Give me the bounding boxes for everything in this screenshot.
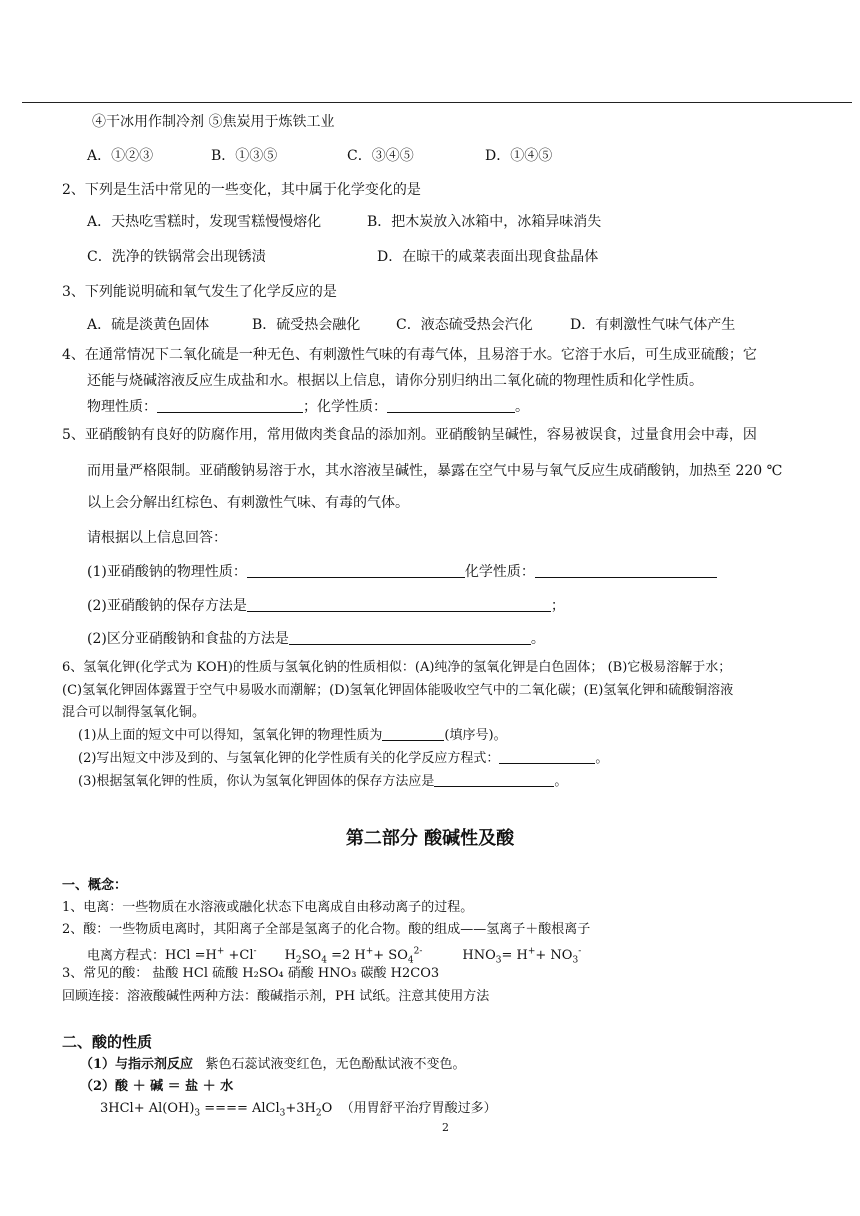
- q1-option-d: D．①④⑤: [485, 148, 553, 164]
- q6-sub-3: [78, 772, 567, 791]
- reaction-equation: $3HCl+ Al(OH)_3$ ==== $AlCl_3+3H_2O$: [100, 1101, 333, 1119]
- q5-distinguish-end: 。: [530, 631, 545, 647]
- property-acid-base: （2）酸 ＋ 碱 ＝ 盐 ＋ 水: [80, 1079, 234, 1094]
- q4-end-mark: 。: [515, 399, 529, 415]
- q5-storage-blank[interactable]: [247, 597, 551, 612]
- equation-hcl: HCl =H+ +Cl-: [165, 947, 257, 964]
- q6-equation-label: (2)写出短文中涉及到的、与氢氧化钾的化学性质有关的化学反应方程式：: [78, 751, 500, 766]
- q5-line-2: 而用量严格限制。亚硝酸钠易溶于水，其水溶液呈碱性，暴露在空气中易与氧气反应生成硝酸钠，加热至 220 ℃: [87, 463, 783, 479]
- q5-line-1: 5、亚硝酸钠有良好的防腐作用，常用做肉类食品的添加剂。亚硝酸钠呈碱性，容易被误食，过量食用会中毒，因: [62, 427, 757, 443]
- q6-physical-label: (1)从上面的短文中可以得知，氢氧化钾的物理性质为: [78, 728, 383, 743]
- q1-options: [87, 147, 552, 165]
- q2-option-a: A．天热吃雪糕时，发现雪糕慢慢熔化: [87, 214, 322, 230]
- q3-option-d: D．有刺激性气味气体产生: [570, 317, 736, 333]
- q5-physical-label: (1)亚硝酸钠的物理性质：: [87, 564, 247, 580]
- q6-sub-2: [78, 749, 608, 768]
- concepts-heading: 一、概念：: [62, 878, 128, 893]
- q5-chemical-blank[interactable]: [535, 563, 717, 578]
- q6-sub-1: [78, 726, 507, 745]
- q5-distinguish-label: (2)区分亚硝酸钠和食盐的方法是: [87, 631, 289, 647]
- q2-stem: 2、下列是生活中常见的一些变化，其中属于化学变化的是: [62, 182, 421, 198]
- q4-answer-line: [87, 398, 529, 416]
- q4-line-1: 4、在通常情况下二氧化硫是一种无色、有刺激性气味的有毒气体，且易溶于水。它溶于水后，可生成亚硫酸；它: [62, 347, 757, 363]
- q6-line-3: 混合可以制得氢氧化铜。: [62, 705, 206, 720]
- concept-acid: 2、酸：一些物质电离时，其阳离子全部是氢离子的化合物。酸的组成——氢离子＋酸根离子: [62, 922, 591, 937]
- q2-option-d: D．在晾干的咸菜表面出现食盐晶体: [377, 249, 599, 265]
- q1-option-b: B．①③⑤: [211, 148, 278, 164]
- property-indicator: [80, 1056, 465, 1074]
- q5-sub-1: [87, 563, 717, 581]
- q4-line-2: 还能与烧碱溶液反应生成盐和水。根据以上信息，请你分别归纳出二氧化硫的物理性质和化学性质。: [87, 373, 703, 389]
- review-link: 回顾连接：溶液酸碱性两种方法：酸碱指示剂，PH 试纸。注意其使用方法: [62, 989, 490, 1004]
- q2-option-c: C．洗净的铁锅常会出现锈渍: [87, 249, 266, 265]
- equation-hno3: $HNO_3= H^++ NO_3^-$: [462, 947, 582, 966]
- acid-properties-heading: 二、酸的性质: [62, 1033, 153, 1051]
- q6-storage-blank[interactable]: [434, 772, 554, 787]
- section-title: 第二部分 酸碱性及酸: [345, 828, 515, 849]
- q6-physical-end: (填序号)。: [444, 728, 507, 743]
- q6-storage-label: (3)根据氢氧化钾的性质，你认为氢氧化钾固体的保存方法应是: [78, 774, 435, 789]
- q1-items-line: ④干冰用作制冷剂 ⑤焦炭用于炼铁工业: [92, 114, 335, 130]
- q5-sub-2: [87, 597, 565, 615]
- q1-option-c: C．③④⑤: [347, 148, 414, 164]
- reaction-note: （用胃舒平治疗胃酸过多）: [340, 1101, 497, 1116]
- q4-chemical-blank[interactable]: [387, 398, 515, 413]
- q3-option-a: A．硫是淡黄色固体: [87, 317, 210, 333]
- q4-physical-blank[interactable]: [157, 398, 303, 413]
- q5-line-3: 以上会分解出红棕色、有刺激性气味、有毒的气体。: [87, 495, 409, 511]
- q5-physical-blank[interactable]: [247, 563, 465, 578]
- q6-line-2: (C)氢氧化钾固体露置于空气中易吸水而潮解；(D)氢氧化钾固体能吸收空气中的二氧化碳；(E)氢氧化钾和硫酸铜溶液: [62, 683, 734, 698]
- property-indicator-title: （1）与指示剂反应: [80, 1057, 194, 1072]
- common-acids: 3、常见的酸： 盐酸 HCl 硫酸 H₂SO₄ 硝酸 HNO₃ 碳酸 H2CO3: [62, 966, 440, 981]
- q6-storage-end: 。: [554, 774, 568, 789]
- property-indicator-text: 紫色石蕊试液变红色，无色酚酞试液不变色。: [205, 1057, 466, 1072]
- q4-physical-label: 物理性质：: [87, 399, 157, 415]
- q3-option-c: C．液态硫受热会汽化: [396, 317, 533, 333]
- q3-options: [87, 316, 735, 334]
- equation-h2so4: $H_2SO_4 =2$ $H^++ SO_4^{2-}$: [284, 947, 423, 966]
- q6-line-1: 6、氢氧化钾(化学式为 KOH)的性质与氢氧化钠的性质相似：(A)纯净的氢氧化钾是白色固体； (B)它极易溶解于水；: [62, 660, 732, 675]
- q1-option-a: A．①②③: [87, 148, 154, 164]
- q5-storage-end: ；: [550, 598, 565, 614]
- q3-stem: 3、下列能说明硫和氧气发生了化学反应的是: [62, 284, 337, 300]
- q6-equation-end: 。: [595, 751, 609, 766]
- reaction-example: [100, 1100, 497, 1123]
- equation-label: 电离方程式：: [87, 948, 166, 964]
- page-number: 2: [442, 1121, 449, 1134]
- concept-ionization: 1、电离：一些物质在水溶液或融化状态下电离成自由移动离子的过程。: [62, 900, 474, 915]
- q5-storage-label: (2)亚硝酸钠的保存方法是: [87, 598, 247, 614]
- q2-option-b: B．把木炭放入冰箱中，冰箱异味消失: [367, 214, 602, 230]
- q4-chemical-label: ；化学性质：: [303, 399, 387, 415]
- header-rule: [22, 102, 852, 103]
- q5-chemical-label: 化学性质：: [464, 564, 535, 580]
- q6-physical-blank[interactable]: [382, 726, 444, 741]
- q5-distinguish-blank[interactable]: [289, 630, 531, 645]
- q5-sub-3: [87, 630, 545, 648]
- q5-prompt: 请根据以上信息回答：: [87, 530, 227, 546]
- q6-equation-blank[interactable]: [499, 749, 595, 764]
- q3-option-b: B．硫受热会融化: [252, 317, 361, 333]
